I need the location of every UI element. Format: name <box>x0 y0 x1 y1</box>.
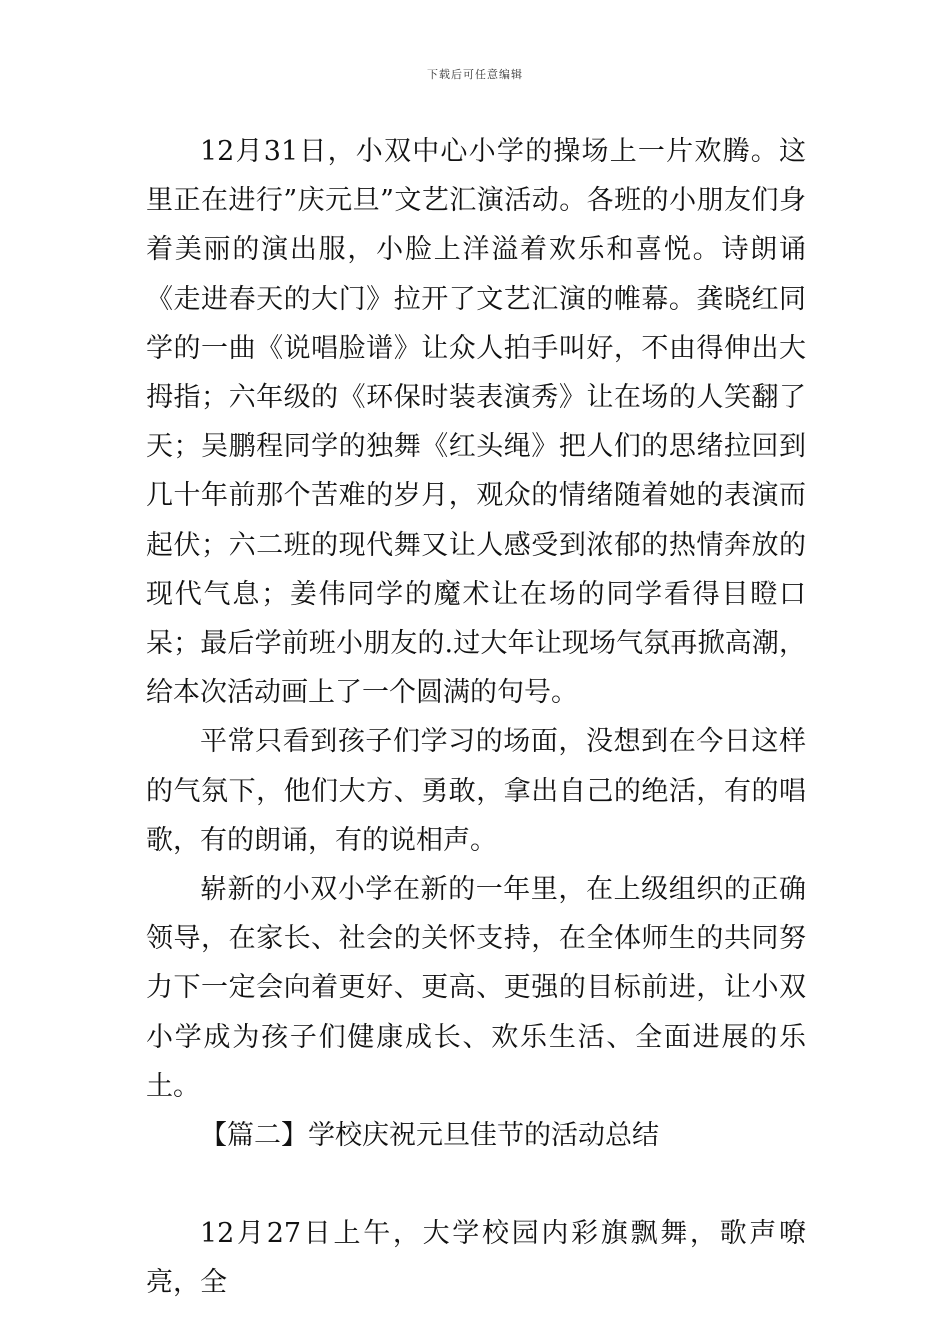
document-body <box>146 127 806 1308</box>
section-paragraph: 12月27日上午，大学校园内彩旗飘舞，歌声嘹亮，全 <box>146 1218 806 1299</box>
section-heading: 【篇二】学校庆祝元旦佳节的活动总结 <box>200 1120 659 1152</box>
paragraph-1: 12月31日，小双中心小学的操场上一片欢腾。这里正在进行”庆元旦”文艺汇演活动。各班的小朋友们身着美丽的演出服，小脸上洋溢着欢乐和喜悦。诗朗诵《走进春天的大门》拉开了文艺汇演的帷幕。龚晓红同学的一曲《说唱脸谱》让众人拍手叫好，不由得伸出大拇指；六年级的《环保时装表演秀》让在场的人笑翻了天；吴鹏程同学的独舞《红头绳》把人们的思绪拉回到几十年前那个苦难的岁月，观众的情绪随着她的表演而起伏；六二班的现代舞又让人感受到浓郁的热情奔放的现代气息；姜伟同学的魔术让在场的同学看得目瞪口呆；最后学前班小朋友的.过大年让现场气氛再掀高潮，给本次活动画上了一个圆满的句号。 <box>146 136 806 709</box>
page-header-note: 下载后可任意编辑 <box>427 68 523 81</box>
section-spacer <box>146 1160 806 1209</box>
paragraph-2: 平常只看到孩子们学习的场面，没想到在今日这样的气氛下，他们大方、勇敢，拿出自己的绝活，有的唱歌，有的朗诵，有的说相声。 <box>146 726 806 856</box>
paragraph-3: 崭新的小双小学在新的一年里，在上级组织的正确领导，在家长、社会的关怀支持，在全体师生的共同努力下一定会向着更好、更高、更强的目标前进，让小双小学成为孩子们健康成长、欢乐生活、全面进展的乐土。 <box>146 874 806 1102</box>
